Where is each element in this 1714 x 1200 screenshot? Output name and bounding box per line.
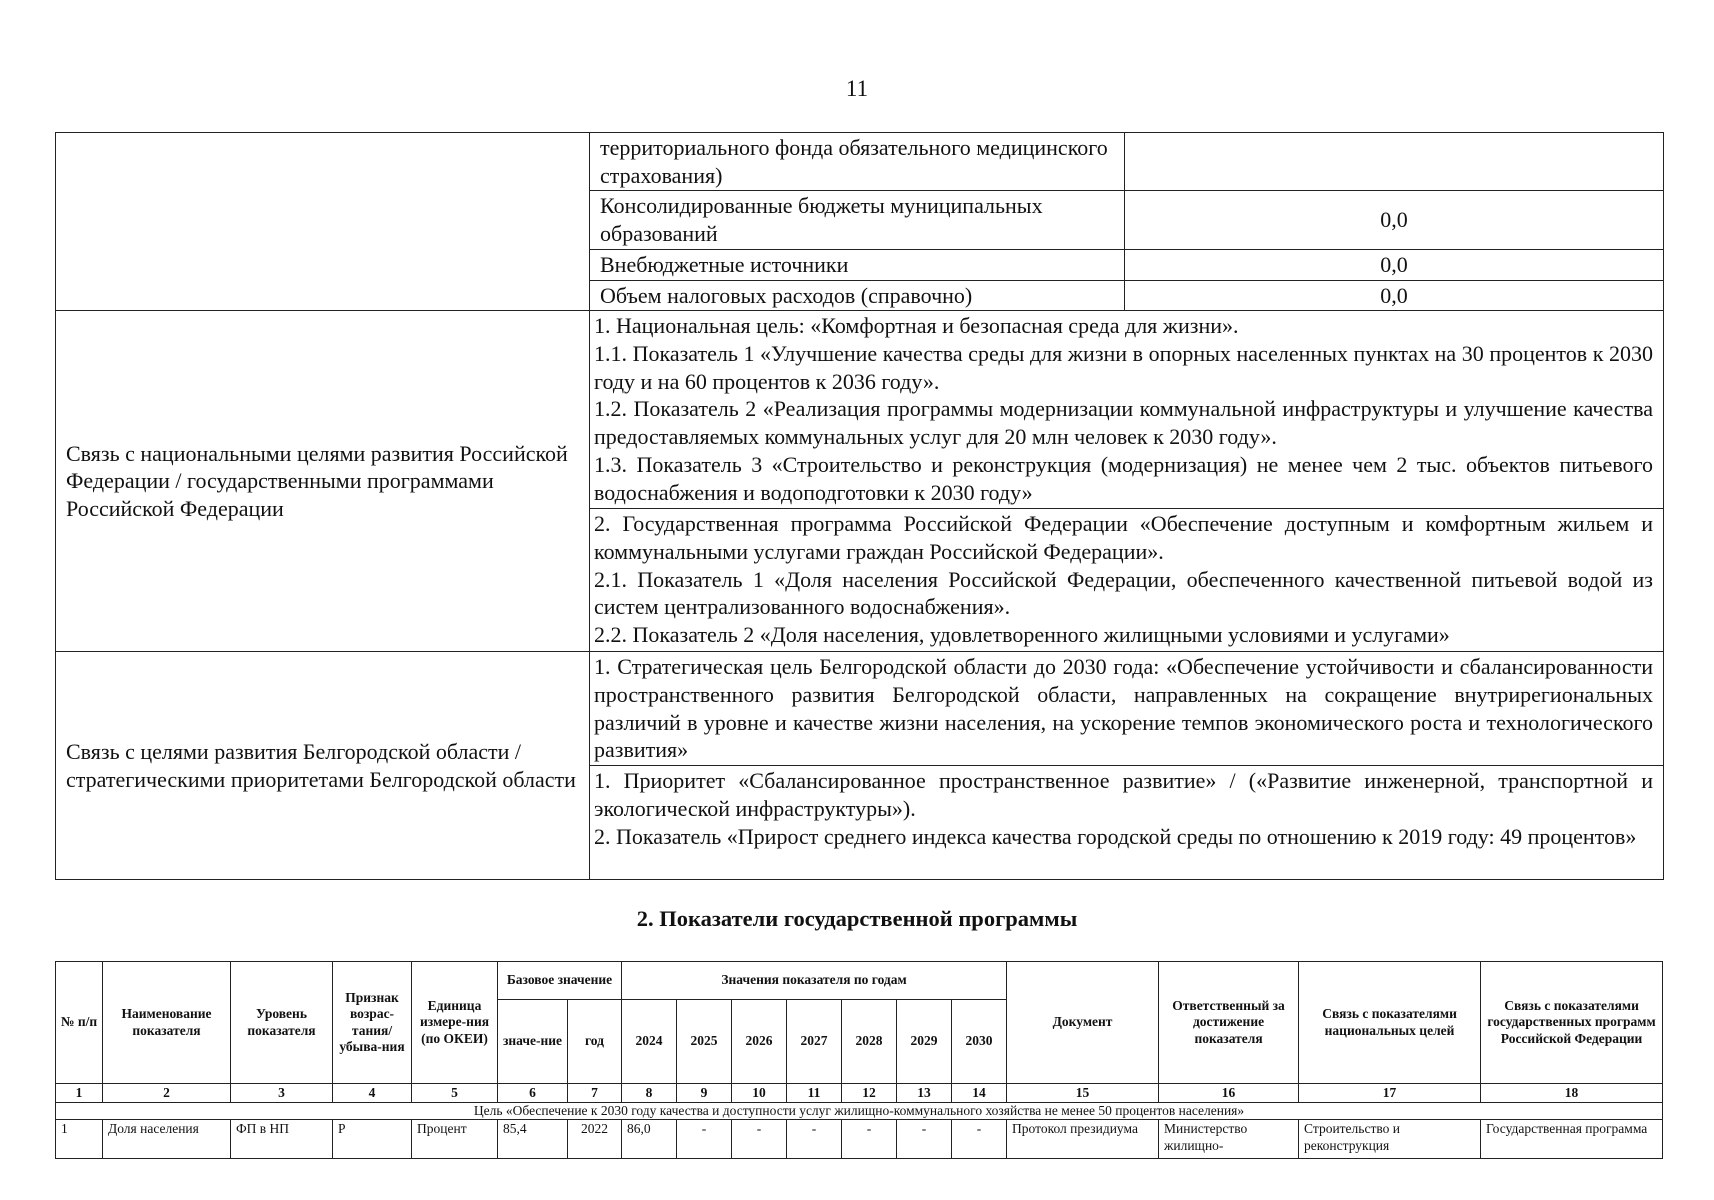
column-number: 14 [952,1084,1007,1103]
state-program-line: 2.1. Показатель 1 «Доля населения Российской Федерации, обеспеченного качественной питьевой водой из систем централизованного водоснабжения». [594,566,1653,620]
column-number: 6 [498,1084,568,1103]
row-year-value: 86,0 [622,1120,677,1159]
regional-goals-label: Связь с целями развития Белгородской области / стратегическими приоритетами Белгородской области [56,652,590,880]
national-goal-line: 1.2. Показатель 2 «Реализация программы модернизации коммунальной инфраструктуры и улучшение качества предоставляемых коммунальных услуг для 20 млн человек к 2030 году». [594,396,1653,450]
regional-priority-line: 1. Приоритет «Сбалансированное пространственное развитие» / («Развитие инженерной, транспортной и экологической инфраструктуры»). [594,768,1653,822]
row-num: 1 [56,1120,103,1159]
row-year-value: - [952,1120,1007,1159]
header-years-group: Значения показателя по годам [622,962,1007,1000]
row-year-value: - [677,1120,732,1159]
financing-source: Консолидированные бюджеты муниципальных образований [590,191,1125,249]
column-number: 9 [677,1084,732,1103]
state-program-line: 2.2. Показатель 2 «Доля населения, удовлетворенного жилищными условиями и услугами» [594,622,1450,648]
column-number: 18 [1481,1084,1663,1103]
row-unit: Процент [412,1120,498,1159]
table-row [56,1120,1663,1159]
column-number: 13 [897,1084,952,1103]
header-document: Документ [1007,962,1159,1084]
national-goal-line: 1.3. Показатель 3 «Строительство и реконструкция (модернизация) не менее чем 2 тыс. объектов питьевого водоснабжения и водоподготовки к 2030 году» [594,451,1653,505]
state-program-line: 2. Государственная программа Российской Федерации «Обеспечение доступным и комфортным жильем и коммунальными услугами граждан Российской Федерации». [594,511,1653,565]
column-number: 5 [412,1084,498,1103]
row-national-link: Строительство и реконструкция [1299,1120,1481,1159]
column-number: 2 [103,1084,231,1103]
goal-text: Цель «Обеспечение к 2030 году качества и доступности услуг жилищно-коммунального хозяйства не менее 50 процентов населения» [56,1102,1663,1120]
passport-table [55,132,1664,880]
financing-value: 0,0 [1125,191,1664,249]
row-year-value: - [897,1120,952,1159]
header-num: № п/п [56,962,103,1084]
page-number: 11 [845,76,869,101]
column-number: 16 [1159,1084,1299,1103]
row-responsible: Министерство жилищно- [1159,1120,1299,1159]
column-number: 4 [333,1084,412,1103]
header-year: 2026 [732,1000,787,1084]
regional-goals-block-2 [590,766,1664,880]
header-program-link: Связь с показателями государственных программ Российской Федерации [1481,962,1663,1084]
row-document: Протокол президиума [1007,1120,1159,1159]
column-numbers-row [56,1084,1663,1103]
financing-value: 0,0 [1125,249,1664,280]
header-base-year: год [568,1000,622,1084]
header-year: 2028 [842,1000,897,1084]
row-year-value: - [732,1120,787,1159]
regional-priority-line: 2. Показатель «Прирост среднего индекса качества городской среды по отношению к 2019 году: 49 процентов» [594,823,1637,849]
section-title: 2. Показатели государственной программы [636,906,1078,931]
header-year: 2030 [952,1000,1007,1084]
column-number: 8 [622,1084,677,1103]
header-level: Уровень показателя [231,962,333,1084]
national-goal-line: 1.1. Показатель 1 «Улучшение качества среды для жизни в опорных населенных пунктах на 30 процентов к 2030 году и на 60 процентов к 2036 году». [594,341,1653,394]
column-number: 7 [568,1084,622,1103]
header-base-value: значе-ние [498,1000,568,1084]
regional-goals-block-1 [590,652,1664,766]
header-national-link: Связь с показателями национальных целей [1299,962,1481,1084]
column-number: 11 [787,1084,842,1103]
header-year: 2024 [622,1000,677,1084]
row-level: ФП в НП [231,1120,333,1159]
financing-value [1125,133,1664,191]
header-year: 2029 [897,1000,952,1084]
row-name: Доля населения [103,1120,231,1159]
passport-empty-label-cell [56,133,590,311]
goal-row [56,1102,1663,1120]
national-goals-block-1 [590,311,1664,509]
column-number: 12 [842,1084,897,1103]
header-name: Наименование показателя [103,962,231,1084]
header-year: 2027 [787,1000,842,1084]
column-number: 15 [1007,1084,1159,1103]
header-unit: Единица измере-ния (по ОКЕИ) [412,962,498,1084]
column-number: 1 [56,1084,103,1103]
row-trend: Р [333,1120,412,1159]
column-number: 17 [1299,1084,1481,1103]
national-goals-label: Связь с национальными целями развития Российской Федерации / государственными программами Российской Федерации [56,311,590,652]
row-base-year: 2022 [568,1120,622,1159]
national-goals-block-2 [590,509,1664,652]
row-year-value: - [842,1120,897,1159]
row-program-link: Государственная программа [1481,1120,1663,1159]
financing-source: Объем налоговых расходов (справочно) [590,280,1125,311]
header-trend: Признак возрас-тания/ убыва-ния [333,962,412,1084]
national-goal-line: 1. Национальная цель: «Комфортная и безопасная среда для жизни». [594,313,1239,339]
header-year: 2025 [677,1000,732,1084]
financing-value: 0,0 [1125,280,1664,311]
row-year-value: - [787,1120,842,1159]
column-number: 3 [231,1084,333,1103]
indicators-table [55,961,1663,1159]
column-number: 10 [732,1084,787,1103]
financing-source: Внебюджетные источники [590,249,1125,280]
header-responsible: Ответственный за достижение показателя [1159,962,1299,1084]
header-base: Базовое значение [498,962,622,1000]
regional-goal-line: 1. Стратегическая цель Белгородской области до 2030 года: «Обеспечение устойчивости и сбалансированности пространственного развития Белгородской области, направленных на сокращение внутрирегиональных различий в уровне и качестве жизни населения, на ускорение темпов экономического роста и технологического развития» [594,654,1653,763]
row-base-value: 85,4 [498,1120,568,1159]
financing-source: территориального фонда обязательного медицинского страхования) [590,133,1125,191]
